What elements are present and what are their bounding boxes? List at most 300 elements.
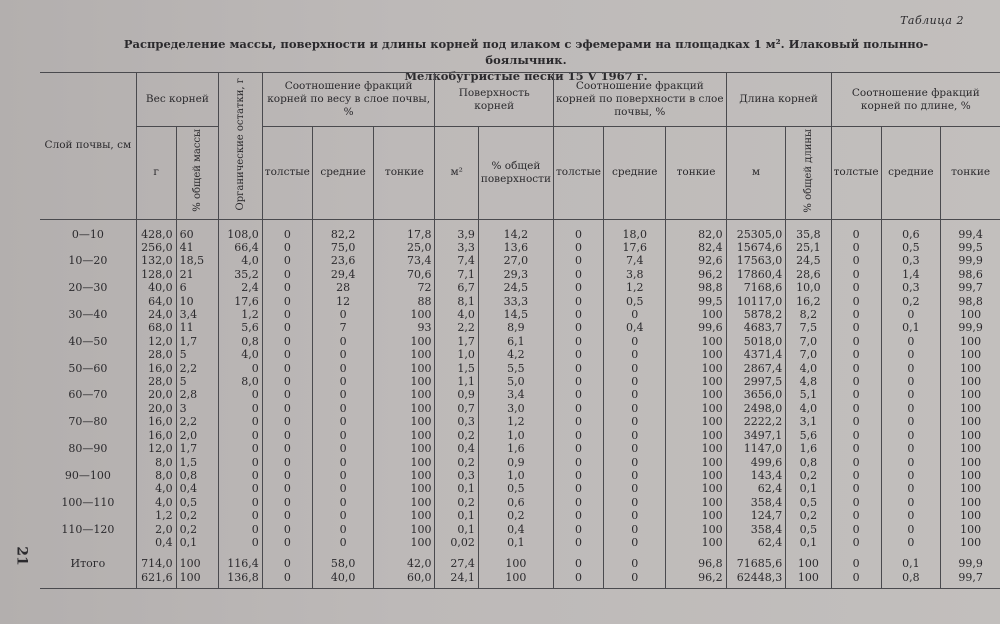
cell-l: 7168,6 xyxy=(726,281,786,294)
cell-s: 7,4 xyxy=(435,254,478,267)
cell-sp: 5,0 xyxy=(478,375,553,388)
cell-s: 0,3 xyxy=(435,415,478,428)
cell-layer: 50—60 xyxy=(68,361,108,375)
cell-s: 7,1 xyxy=(435,268,478,281)
cell-sm: 0 xyxy=(604,469,666,482)
cell-lt: 0 xyxy=(831,429,881,442)
cell-wf: 100 xyxy=(374,456,435,469)
cell-wp: 1,5 xyxy=(176,456,218,469)
cell-lf: 98,8 xyxy=(941,295,1000,308)
header-length-m: м xyxy=(726,127,786,220)
cell-lp: 7,0 xyxy=(786,335,831,348)
cell-sf: 100 xyxy=(666,348,726,361)
cell-lt: 0 xyxy=(831,308,881,321)
cell-wm: 0 xyxy=(312,388,373,401)
cell-wp: 60 xyxy=(176,219,218,241)
cell-wp: 10 xyxy=(176,295,218,308)
cell-sp: 8,9 xyxy=(478,321,553,334)
cell-wf: 100 xyxy=(374,509,435,522)
cell-sp: 0,1 xyxy=(478,536,553,549)
header-weight-pct: % общей массы xyxy=(176,127,218,220)
cell-sf: 100 xyxy=(666,523,726,536)
cell-org: 4,0 xyxy=(219,254,263,267)
header-surface-thick: толстые xyxy=(553,127,603,220)
cell-wt: 0 xyxy=(262,469,312,482)
cell-lp: 0,1 xyxy=(786,482,831,495)
cell-wm: 0 xyxy=(312,523,373,536)
cell-lt: 0 xyxy=(831,321,881,334)
cell-lm: 0 xyxy=(881,509,941,522)
cell-wt: 0 xyxy=(262,496,312,509)
cell-wt: 0 xyxy=(262,536,312,549)
cell-w: 1,2 xyxy=(136,509,176,522)
cell-sf: 99,5 xyxy=(666,295,726,308)
cell-org: 0 xyxy=(219,536,263,549)
cell-wm: 40,0 xyxy=(312,571,373,589)
cell-layer xyxy=(40,321,136,334)
cell-st: 0 xyxy=(553,241,603,254)
cell-lm: 0,2 xyxy=(881,295,941,308)
cell-lt: 0 xyxy=(831,456,881,469)
cell-layer xyxy=(40,375,136,388)
cell-l: 4371,4 xyxy=(726,348,786,361)
cell-w: 8,0 xyxy=(136,456,176,469)
table-row xyxy=(40,469,1000,482)
cell-sm: 0 xyxy=(604,482,666,495)
cell-org: 17,6 xyxy=(219,295,263,308)
cell-lm: 0 xyxy=(881,496,941,509)
cell-wf: 100 xyxy=(374,375,435,388)
cell-lm: 0,5 xyxy=(881,241,941,254)
cell-wp: 0,2 xyxy=(176,509,218,522)
cell-layer: 110—120 xyxy=(61,522,115,536)
cell-sm: 0 xyxy=(604,308,666,321)
cell-lt: 0 xyxy=(831,219,881,241)
cell-wp: 2,0 xyxy=(176,429,218,442)
cell-sp: 0,5 xyxy=(478,482,553,495)
cell-w: 28,0 xyxy=(136,348,176,361)
cell-lt: 0 xyxy=(831,415,881,428)
cell-wm: 0 xyxy=(312,509,373,522)
cell-st: 0 xyxy=(553,388,603,401)
cell-org: 0 xyxy=(219,429,263,442)
cell-wt: 0 xyxy=(262,375,312,388)
cell-lf: 99,5 xyxy=(941,241,1000,254)
cell-wm: 58,0 xyxy=(312,549,373,570)
cell-wt: 0 xyxy=(262,442,312,455)
cell-sm: 0 xyxy=(604,442,666,455)
cell-wm: 12 xyxy=(312,295,373,308)
cell-lm: 0,3 xyxy=(881,281,941,294)
cell-lp: 7,0 xyxy=(786,348,831,361)
header-length-pct: % общей длины xyxy=(786,127,831,220)
cell-wt: 0 xyxy=(262,388,312,401)
cell-wf: 100 xyxy=(374,308,435,321)
cell-lp: 0,8 xyxy=(786,456,831,469)
header-length-medium: средние xyxy=(881,127,941,220)
cell-sm: 0 xyxy=(604,335,666,348)
cell-sp: 14,5 xyxy=(478,308,553,321)
cell-wm: 0 xyxy=(312,482,373,495)
table-row xyxy=(40,402,1000,415)
cell-org: 5,6 xyxy=(219,321,263,334)
cell-lm: 0 xyxy=(881,388,941,401)
cell-lt: 0 xyxy=(831,268,881,281)
cell-wp: 2,2 xyxy=(176,362,218,375)
cell-s: 0,4 xyxy=(435,442,478,455)
cell-wf: 73,4 xyxy=(374,254,435,267)
cell-l: 358,4 xyxy=(726,523,786,536)
cell-wf: 72 xyxy=(374,281,435,294)
cell-lf: 100 xyxy=(941,429,1000,442)
cell-wp: 1,7 xyxy=(176,442,218,455)
cell-lp: 0,2 xyxy=(786,509,831,522)
cell-lm: 0,3 xyxy=(881,254,941,267)
cell-org: 0 xyxy=(219,523,263,536)
cell-lm: 0,8 xyxy=(881,571,941,589)
cell-wt: 0 xyxy=(262,456,312,469)
cell-lp: 4,0 xyxy=(786,362,831,375)
table-row xyxy=(40,571,1000,589)
cell-wp: 11 xyxy=(176,321,218,334)
cell-lm: 0 xyxy=(881,523,941,536)
cell-sm: 0 xyxy=(604,348,666,361)
cell-wf: 100 xyxy=(374,362,435,375)
table-row xyxy=(40,362,1000,375)
cell-sm: 0 xyxy=(604,536,666,549)
cell-st: 0 xyxy=(553,456,603,469)
cell-s: 3,3 xyxy=(435,241,478,254)
cell-lp: 5,6 xyxy=(786,429,831,442)
cell-sf: 100 xyxy=(666,362,726,375)
cell-sf: 92,6 xyxy=(666,254,726,267)
cell-layer xyxy=(40,571,136,589)
cell-lp: 0,2 xyxy=(786,469,831,482)
cell-sf: 100 xyxy=(666,456,726,469)
cell-w: 4,0 xyxy=(136,482,176,495)
header-layer: Слой почвы, см xyxy=(40,73,136,220)
cell-layer xyxy=(40,536,136,549)
cell-lm: 0 xyxy=(881,375,941,388)
cell-w: 40,0 xyxy=(136,281,176,294)
cell-sf: 100 xyxy=(666,388,726,401)
cell-lm: 0 xyxy=(881,415,941,428)
header-length-thick: толстые xyxy=(831,127,881,220)
cell-lt: 0 xyxy=(831,536,881,549)
cell-wt: 0 xyxy=(262,415,312,428)
cell-wf: 25,0 xyxy=(374,241,435,254)
cell-l: 5018,0 xyxy=(726,335,786,348)
cell-lf: 100 xyxy=(941,388,1000,401)
cell-lf: 100 xyxy=(941,308,1000,321)
cell-sp: 0,4 xyxy=(478,523,553,536)
cell-sf: 96,2 xyxy=(666,268,726,281)
cell-layer xyxy=(40,268,136,281)
cell-layer: Итого xyxy=(70,557,106,571)
cell-wf: 100 xyxy=(374,482,435,495)
cell-lm: 0,1 xyxy=(881,321,941,334)
cell-sm: 0 xyxy=(604,388,666,401)
cell-wt: 0 xyxy=(262,482,312,495)
cell-l: 10117,0 xyxy=(726,295,786,308)
cell-org: 4,0 xyxy=(219,348,263,361)
cell-layer xyxy=(40,241,136,254)
cell-s: 27,4 xyxy=(435,549,478,570)
cell-l: 2997,5 xyxy=(726,375,786,388)
cell-layer: 40—50 xyxy=(68,334,108,348)
cell-wm: 0 xyxy=(312,442,373,455)
cell-lf: 99,7 xyxy=(941,281,1000,294)
cell-s: 0,1 xyxy=(435,509,478,522)
cell-wp: 18,5 xyxy=(176,254,218,267)
cell-lt: 0 xyxy=(831,509,881,522)
cell-lf: 100 xyxy=(941,469,1000,482)
table-row xyxy=(40,335,1000,348)
cell-l: 15674,6 xyxy=(726,241,786,254)
cell-wf: 93 xyxy=(374,321,435,334)
cell-w: 714,0 xyxy=(136,549,176,570)
cell-st: 0 xyxy=(553,295,603,308)
cell-l: 17563,0 xyxy=(726,254,786,267)
cell-lm: 0 xyxy=(881,335,941,348)
cell-sf: 100 xyxy=(666,375,726,388)
header-weight-g: г xyxy=(136,127,176,220)
cell-wm: 28 xyxy=(312,281,373,294)
cell-st: 0 xyxy=(553,536,603,549)
cell-wf: 17,8 xyxy=(374,219,435,241)
cell-w: 8,0 xyxy=(136,469,176,482)
cell-s: 0,02 xyxy=(435,536,478,549)
cell-wp: 21 xyxy=(176,268,218,281)
table-row xyxy=(40,241,1000,254)
cell-layer: 20—30 xyxy=(68,281,108,295)
cell-s: 1,1 xyxy=(435,375,478,388)
cell-wf: 100 xyxy=(374,429,435,442)
cell-lt: 0 xyxy=(831,469,881,482)
cell-lp: 5,1 xyxy=(786,388,831,401)
cell-sm: 1,2 xyxy=(604,281,666,294)
cell-lp: 100 xyxy=(786,549,831,570)
cell-org: 35,2 xyxy=(219,268,263,281)
cell-wm: 0 xyxy=(312,496,373,509)
cell-sf: 82,4 xyxy=(666,241,726,254)
cell-layer xyxy=(40,295,136,308)
cell-lp: 0,1 xyxy=(786,536,831,549)
cell-sm: 0,5 xyxy=(604,295,666,308)
cell-wm: 82,2 xyxy=(312,219,373,241)
cell-l: 3656,0 xyxy=(726,388,786,401)
cell-wt: 0 xyxy=(262,295,312,308)
cell-st: 0 xyxy=(553,442,603,455)
cell-layer: 10—20 xyxy=(68,254,108,268)
table-row xyxy=(40,496,1000,509)
cell-lf: 100 xyxy=(941,442,1000,455)
cell-w: 12,0 xyxy=(136,442,176,455)
cell-lf: 100 xyxy=(941,523,1000,536)
cell-lm: 0 xyxy=(881,442,941,455)
cell-wt: 0 xyxy=(262,321,312,334)
cell-sf: 100 xyxy=(666,469,726,482)
cell-org: 0 xyxy=(219,469,263,482)
table-row xyxy=(40,536,1000,549)
cell-w: 428,0 xyxy=(136,219,176,241)
table-row xyxy=(40,375,1000,388)
cell-st: 0 xyxy=(553,482,603,495)
cell-org: 0 xyxy=(219,509,263,522)
cell-wt: 0 xyxy=(262,281,312,294)
cell-org: 2,4 xyxy=(219,281,263,294)
cell-lf: 100 xyxy=(941,496,1000,509)
cell-w: 132,0 xyxy=(136,254,176,267)
cell-s: 0,1 xyxy=(435,482,478,495)
cell-sf: 100 xyxy=(666,536,726,549)
cell-org: 1,2 xyxy=(219,308,263,321)
cell-st: 0 xyxy=(553,281,603,294)
cell-wm: 75,0 xyxy=(312,241,373,254)
title-line-1: Распределение массы, поверхности и длины корней под илаком с эфемерами на площадках 1 м². Илаковый полынно-боялычник. xyxy=(123,37,929,67)
cell-sm: 0 xyxy=(604,523,666,536)
cell-sp: 1,6 xyxy=(478,442,553,455)
cell-s: 1,0 xyxy=(435,348,478,361)
cell-lp: 100 xyxy=(786,571,831,589)
cell-sm: 0 xyxy=(604,549,666,570)
cell-lp: 24,5 xyxy=(786,254,831,267)
cell-sp: 100 xyxy=(478,549,553,570)
cell-org: 116,4 xyxy=(219,549,263,570)
cell-sp: 100 xyxy=(478,571,553,589)
cell-sf: 100 xyxy=(666,308,726,321)
cell-lf: 100 xyxy=(941,362,1000,375)
cell-s: 4,0 xyxy=(435,308,478,321)
table-row xyxy=(40,321,1000,334)
cell-st: 0 xyxy=(553,254,603,267)
cell-wm: 0 xyxy=(312,402,373,415)
cell-layer xyxy=(40,482,136,495)
cell-sm: 0,4 xyxy=(604,321,666,334)
cell-l: 5878,2 xyxy=(726,308,786,321)
header-ratio-weight: Соотношение фракций корней по весу в слое почвы, % xyxy=(262,73,435,127)
header-surface-pct: % общей поверхности xyxy=(478,127,553,220)
cell-w: 24,0 xyxy=(136,308,176,321)
cell-lp: 35,8 xyxy=(786,219,831,241)
cell-org: 0,8 xyxy=(219,335,263,348)
header-organic: Органические остатки, г xyxy=(219,73,263,220)
roots-table xyxy=(40,72,1000,589)
cell-org: 66,4 xyxy=(219,241,263,254)
cell-wf: 60,0 xyxy=(374,571,435,589)
header-surface-medium: средние xyxy=(604,127,666,220)
cell-s: 0,9 xyxy=(435,388,478,401)
cell-wt: 0 xyxy=(262,509,312,522)
cell-wt: 0 xyxy=(262,308,312,321)
cell-sf: 98,8 xyxy=(666,281,726,294)
cell-sf: 100 xyxy=(666,496,726,509)
cell-wf: 88 xyxy=(374,295,435,308)
cell-l: 62,4 xyxy=(726,536,786,549)
cell-lt: 0 xyxy=(831,482,881,495)
table-row xyxy=(40,219,1000,241)
cell-org: 0 xyxy=(219,482,263,495)
table-row xyxy=(40,429,1000,442)
header-surface-thin: тонкие xyxy=(666,127,726,220)
cell-lm: 0,6 xyxy=(881,219,941,241)
cell-wp: 3 xyxy=(176,402,218,415)
header-weight-thin: тонкие xyxy=(374,127,435,220)
cell-org: 8,0 xyxy=(219,375,263,388)
cell-lf: 99,7 xyxy=(941,571,1000,589)
cell-lp: 0,5 xyxy=(786,496,831,509)
cell-s: 8,1 xyxy=(435,295,478,308)
cell-sp: 3,4 xyxy=(478,388,553,401)
cell-st: 0 xyxy=(553,402,603,415)
cell-layer: 80—90 xyxy=(68,442,108,456)
cell-layer: 60—70 xyxy=(68,388,108,402)
cell-wf: 100 xyxy=(374,469,435,482)
cell-sp: 0,2 xyxy=(478,509,553,522)
cell-st: 0 xyxy=(553,219,603,241)
cell-st: 0 xyxy=(553,335,603,348)
cell-lf: 100 xyxy=(941,482,1000,495)
cell-l: 17860,4 xyxy=(726,268,786,281)
cell-sm: 3,8 xyxy=(604,268,666,281)
cell-sp: 27,0 xyxy=(478,254,553,267)
cell-l: 2222,2 xyxy=(726,415,786,428)
cell-wf: 100 xyxy=(374,348,435,361)
cell-w: 0,4 xyxy=(136,536,176,549)
cell-lt: 0 xyxy=(831,281,881,294)
cell-sf: 100 xyxy=(666,402,726,415)
cell-wp: 0,4 xyxy=(176,482,218,495)
table-row xyxy=(40,442,1000,455)
cell-wt: 0 xyxy=(262,549,312,570)
cell-lt: 0 xyxy=(831,375,881,388)
table-row xyxy=(40,415,1000,428)
cell-sf: 100 xyxy=(666,429,726,442)
cell-wt: 0 xyxy=(262,268,312,281)
cell-w: 12,0 xyxy=(136,335,176,348)
cell-wp: 3,4 xyxy=(176,308,218,321)
cell-w: 20,0 xyxy=(136,402,176,415)
cell-layer xyxy=(40,402,136,415)
cell-wt: 0 xyxy=(262,523,312,536)
cell-wf: 100 xyxy=(374,388,435,401)
cell-wp: 0,8 xyxy=(176,469,218,482)
cell-sp: 1,0 xyxy=(478,429,553,442)
cell-sf: 100 xyxy=(666,415,726,428)
cell-lm: 0 xyxy=(881,456,941,469)
cell-org: 0 xyxy=(219,402,263,415)
cell-lf: 99,9 xyxy=(941,321,1000,334)
cell-wf: 42,0 xyxy=(374,549,435,570)
header-ratio-length: Соотношение фракций корней по длине, % xyxy=(831,73,1000,127)
cell-wf: 70,6 xyxy=(374,268,435,281)
cell-w: 16,0 xyxy=(136,429,176,442)
cell-w: 128,0 xyxy=(136,268,176,281)
cell-org: 0 xyxy=(219,456,263,469)
cell-lf: 100 xyxy=(941,456,1000,469)
cell-wf: 100 xyxy=(374,496,435,509)
cell-lt: 0 xyxy=(831,402,881,415)
cell-lp: 7,5 xyxy=(786,321,831,334)
cell-sp: 33,3 xyxy=(478,295,553,308)
cell-org: 136,8 xyxy=(219,571,263,589)
header-surface-m2: м² xyxy=(435,127,478,220)
cell-lp: 3,1 xyxy=(786,415,831,428)
cell-lm: 1,4 xyxy=(881,268,941,281)
cell-layer: 100—110 xyxy=(61,495,115,509)
cell-lf: 100 xyxy=(941,335,1000,348)
cell-l: 1147,0 xyxy=(726,442,786,455)
